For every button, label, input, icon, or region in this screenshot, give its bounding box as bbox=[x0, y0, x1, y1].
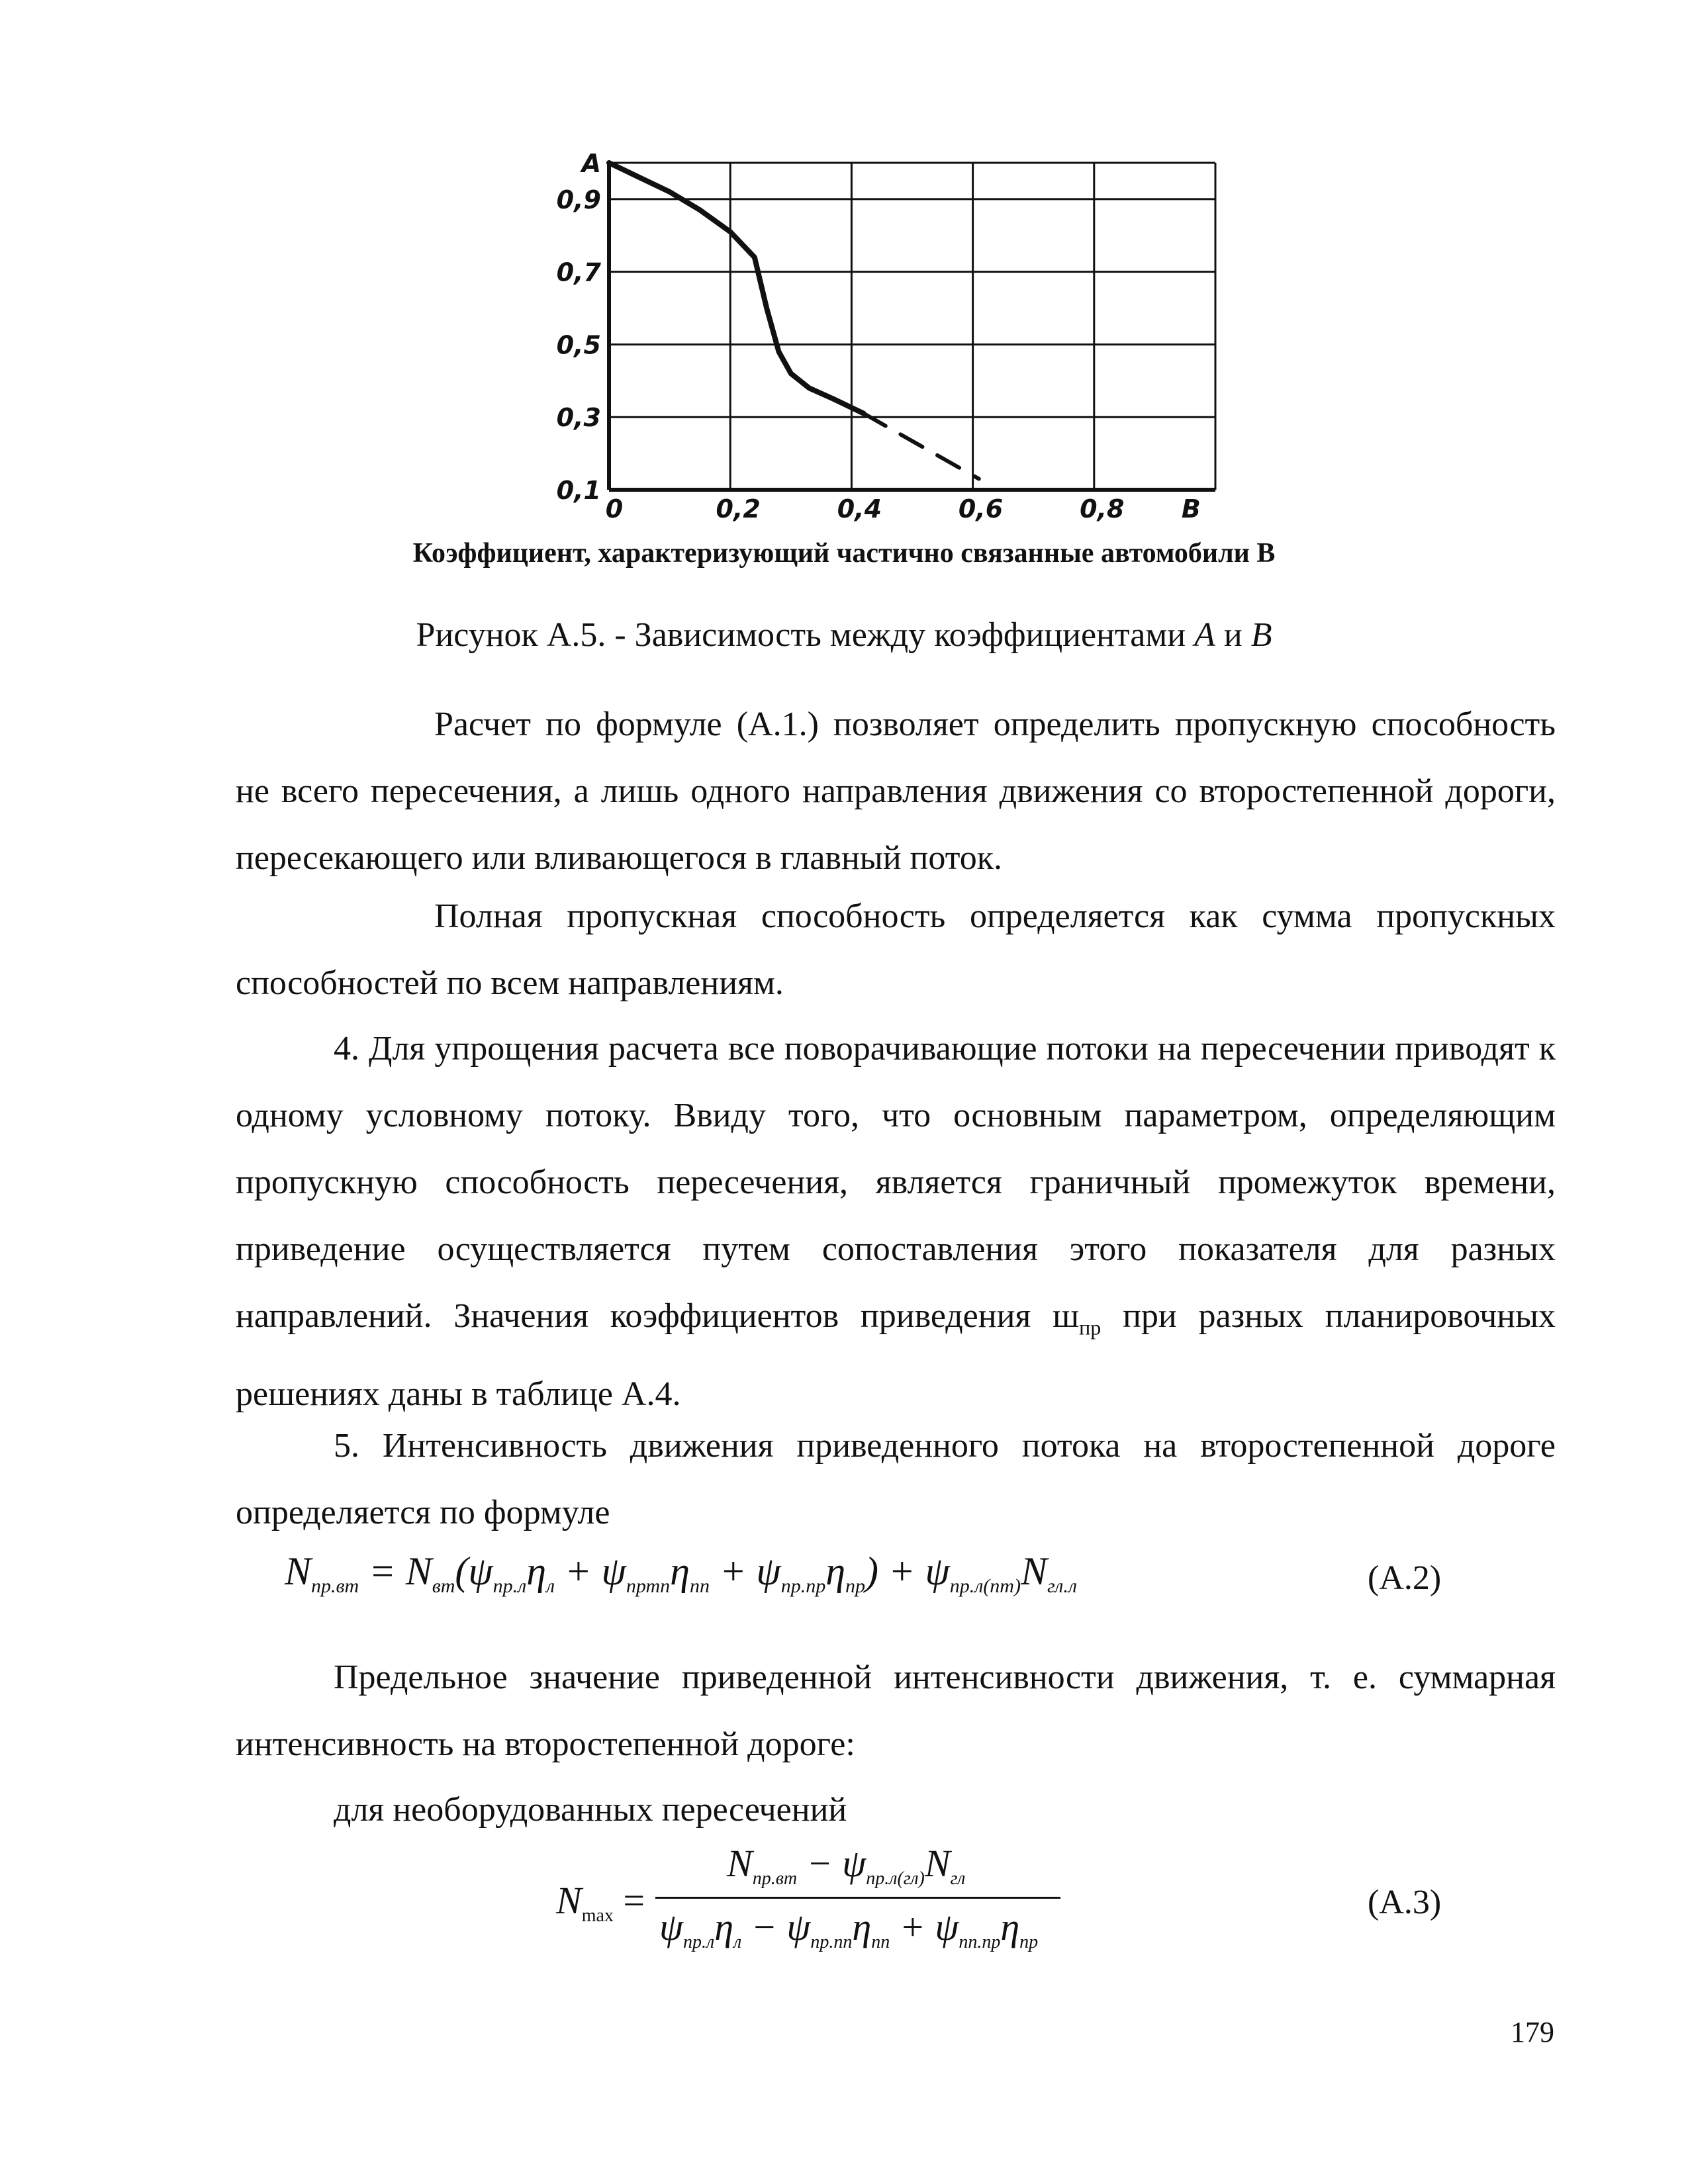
x-tick-label: 0,4 bbox=[837, 494, 882, 523]
x-tick-label: 0 bbox=[605, 494, 624, 523]
formula-a3-sub: max bbox=[581, 1905, 614, 1926]
x-tick-label: 0,6 bbox=[958, 494, 1004, 523]
formula-a3-sub: пр.л(гл) bbox=[866, 1868, 925, 1889]
formula-a2-part: + ψ bbox=[709, 1549, 781, 1593]
y-tick-label: 0,5 bbox=[556, 330, 601, 360]
formula-a3-sub: пр bbox=[1019, 1932, 1039, 1952]
figure-caption-var-a: А bbox=[1194, 616, 1215, 654]
formula-a2-part: ) + ψ bbox=[865, 1549, 950, 1593]
formula-a2-sub: пр.пр bbox=[780, 1575, 826, 1597]
formula-a3-sub: пр.л bbox=[683, 1932, 715, 1952]
formula-a2-sub: пр.л bbox=[492, 1575, 527, 1597]
formula-a2-part: N bbox=[1020, 1549, 1047, 1593]
formula-a3-part: − ψ bbox=[741, 1905, 811, 1948]
y-tick-label: 0,3 bbox=[556, 403, 601, 433]
formula-a3-sub: пп bbox=[871, 1932, 890, 1952]
y-tick-label: 0,1 bbox=[556, 476, 601, 505]
formula-a3-part: η bbox=[1000, 1905, 1020, 1948]
formula-a3-part: + ψ bbox=[890, 1905, 959, 1948]
formula-a3-denominator bbox=[659, 1905, 1038, 1953]
x-axis-name: B bbox=[1181, 494, 1201, 523]
paragraph-unequipped: для необорудованных пересечений bbox=[334, 1791, 847, 1829]
figure-caption-and: и bbox=[1215, 616, 1251, 654]
formula-a3-part: ψ bbox=[659, 1905, 684, 1948]
formula-a3-sub: пр.вт bbox=[752, 1868, 798, 1889]
formula-a2-number: (А.2) bbox=[1368, 1559, 1442, 1597]
chart-x-axis-caption: Коэффициент, характеризующий частично связанные автомобили В bbox=[412, 538, 1276, 569]
formula-a2-sub: вт bbox=[432, 1575, 455, 1597]
formula-a2-part: = N bbox=[359, 1549, 432, 1593]
formula-a2-sub: пр.л(пт) bbox=[949, 1575, 1021, 1597]
formula-a3-part: − ψ bbox=[797, 1842, 867, 1885]
series-line-dashed bbox=[864, 414, 979, 479]
paragraph-full-capacity: Полная пропускная способность определяется как сумма пропускных способностей по всем направлениям. bbox=[236, 897, 1556, 1002]
formula-a3-part: η bbox=[852, 1905, 872, 1948]
paragraph-item-5: 5. Интенсивность движения приведенного потока на второстепенной дороге определяется по формуле bbox=[236, 1427, 1556, 1531]
formula-a3-part: N bbox=[924, 1842, 951, 1885]
formula-a2-sub: пп bbox=[689, 1575, 710, 1597]
chart-tick-labels bbox=[557, 149, 1201, 523]
formula-a3-sub: л bbox=[733, 1932, 742, 1952]
y-tick-label: 0,7 bbox=[556, 257, 601, 287]
formula-a2-sub: гл.л bbox=[1047, 1575, 1077, 1597]
formula-a3-part: η bbox=[714, 1905, 734, 1948]
formula-a3-sub: пп.пр bbox=[959, 1932, 1001, 1952]
formula-a3-numerator bbox=[727, 1841, 965, 1889]
y-axis-name: A bbox=[581, 149, 601, 178]
paragraph-item-4 bbox=[236, 1015, 1556, 1428]
x-tick-label: 0,8 bbox=[1080, 494, 1125, 523]
formula-a2-sub: пр bbox=[845, 1575, 865, 1597]
figure-caption-text: Рисунок А.5. - Зависимость между коэффициентами bbox=[416, 616, 1195, 654]
formula-a2-part: N bbox=[285, 1549, 312, 1593]
formula-a2-sub: пртп bbox=[626, 1575, 671, 1597]
figure-caption-var-b: В bbox=[1250, 616, 1272, 654]
formula-a3-part: N bbox=[556, 1879, 582, 1922]
formula-a3-sub: пр.пп bbox=[810, 1932, 853, 1952]
page-number: 179 bbox=[1511, 2016, 1554, 2048]
y-tick-label: 0,9 bbox=[556, 185, 601, 214]
formula-a3-sub: гл bbox=[950, 1868, 966, 1889]
formula-a2-part: η bbox=[670, 1549, 690, 1593]
formula-a2-part: + ψ bbox=[555, 1549, 626, 1593]
formula-a3-number: (А.3) bbox=[1368, 1884, 1442, 1921]
formula-a2-part: η bbox=[825, 1549, 845, 1593]
formula-a3-part: N bbox=[727, 1842, 753, 1885]
paragraph-item-4-text: 4. Для упрощения расчета все поворачивающие потоки на пересечении приводят к одному условному потоку. Ввиду того, что основным параметром, определяющим пропускную способность пересечения, является граничный промежуток времени, приведение осуществляется путем сопоставления этого показателя для разных направлений. Значения коэффициентов приведения ш bbox=[236, 1030, 1556, 1335]
formula-a2-sub: л bbox=[546, 1575, 555, 1597]
formula-a3-lhs bbox=[556, 1878, 645, 1927]
chart-series bbox=[609, 163, 979, 479]
formula-a2 bbox=[285, 1549, 1077, 1598]
formula-a2-part: (ψ bbox=[455, 1549, 493, 1593]
paragraph-item-4-tail: при разных планировочных решениях даны в таблице А.4. bbox=[236, 1297, 1556, 1414]
paragraph-item-4-subscript: пр bbox=[1079, 1315, 1102, 1340]
formula-a2-sub: пр.вт bbox=[311, 1575, 359, 1597]
formula-a3-fraction-bar bbox=[655, 1897, 1060, 1899]
x-tick-label: 0,2 bbox=[716, 494, 761, 523]
series-line-solid bbox=[609, 163, 864, 414]
paragraph-limit-value: Предельное значение приведенной интенсивности движения, т. е. суммарная интенсивность на второстепенной дороге: bbox=[236, 1659, 1556, 1763]
paragraph-calculation: Расчет по формуле (А.1.) позволяет определить пропускную способность не всего пересечения, а лишь одного направления движения со второстепенной дороги, пересекающего или вливающегося в главный поток. bbox=[236, 705, 1556, 877]
formula-a2-part: η bbox=[526, 1549, 547, 1593]
formula-a3-part: = bbox=[613, 1879, 645, 1922]
figure-caption bbox=[0, 615, 1688, 655]
